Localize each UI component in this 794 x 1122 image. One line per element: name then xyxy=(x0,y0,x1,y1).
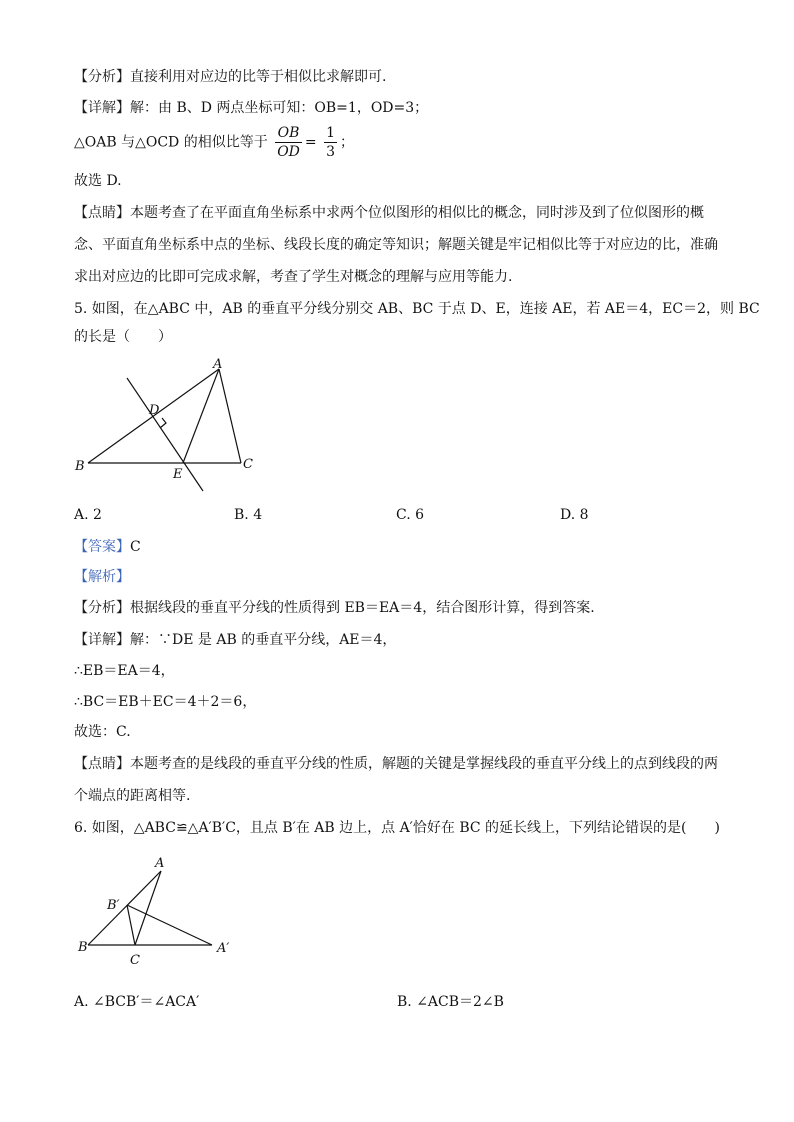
q4-answer: 故选 D. xyxy=(74,173,122,189)
analysis-tag: 【分析】 xyxy=(74,69,130,85)
label-c: C xyxy=(130,953,140,968)
fraction-denominator: OD xyxy=(277,144,300,160)
label-d: D xyxy=(149,403,160,418)
q5-detail-1 xyxy=(74,630,396,650)
q5-detail-2: ∴EB＝EA＝4， xyxy=(74,663,175,679)
detail-tag: 【详解】 xyxy=(74,100,130,116)
label-a-prime: A′ xyxy=(217,941,230,956)
q4-comment-2: 念、平面直角坐标系中点的坐标、线段长度的确定等知识；解题关键是牢记相似比等于对应边的比，准确 xyxy=(74,237,718,253)
detail-text: 解：由 B、D 两点坐标可知：OB=1，OD=3； xyxy=(130,100,429,116)
label-b: B xyxy=(75,459,85,474)
option-b: B. 4 xyxy=(234,507,263,523)
answer-value: C xyxy=(130,539,141,555)
comment-text: 本题考查了在平面直角坐标系中求两个位似图形的相似比的概念，同时涉及到了位似图形的概 xyxy=(130,205,704,221)
label-b-prime: B′ xyxy=(107,898,120,913)
q6-stem: 6. 如图，△ABC≌△A′B′C，且点 B′在 AB 边上，点 A′恰好在 BC 的延长线上，下列结论错误的是( ) xyxy=(74,820,720,836)
q5-analysis xyxy=(74,598,595,618)
equals-sign: = xyxy=(304,134,317,151)
q5-comment-1 xyxy=(74,754,718,774)
label-c: C xyxy=(243,457,253,472)
q5-answer xyxy=(74,537,141,557)
q4-comment-3: 求出对应边的比即可完成求解，考查了学生对概念的理解与应用等能力. xyxy=(74,269,513,285)
label-e: E xyxy=(173,467,183,482)
option-c: C. 6 xyxy=(396,507,425,523)
answer-tag: 【答案】 xyxy=(74,539,130,555)
analysis-tag: 【分析】 xyxy=(74,600,130,616)
option-b: B. ∠ACB＝2∠B xyxy=(397,994,504,1010)
semicolon: ； xyxy=(340,134,354,151)
q5-stem-1: 5. 如图，在△ABC 中，AB 的垂直平分线分别交 AB、BC 于点 D、E，连接 AE，若 AE＝4，EC＝2，则 BC xyxy=(74,301,760,317)
q5-comment-2: 个端点的距离相等. xyxy=(74,788,191,804)
comment-tag: 【点睛】 xyxy=(74,205,130,221)
option-a: A. 2 xyxy=(74,507,102,523)
analysis-text: 根据线段的垂直平分线的性质得到 EB＝EA＝4，结合图形计算，得到答案. xyxy=(130,600,595,616)
comment-tag: 【点睛】 xyxy=(74,756,130,772)
q5-detail-4: 故选：C. xyxy=(74,724,131,740)
comment-text: 本题考查的是线段的垂直平分线的性质，解题的关键是掌握线段的垂直平分线上的点到线段的两 xyxy=(130,756,718,772)
fraction-numerator: OB xyxy=(275,124,302,143)
detail-text: 解：∵DE 是 AB 的垂直平分线，AE＝4， xyxy=(130,632,397,648)
label-a: A xyxy=(213,357,223,372)
detail-tag: 【详解】 xyxy=(74,632,130,648)
option-a: A. ∠BCB′＝∠ACA′ xyxy=(74,994,200,1010)
fraction-numerator: 1 xyxy=(326,125,335,141)
option-d: D. 8 xyxy=(560,507,589,523)
label-b: B xyxy=(78,940,88,955)
label-a: A xyxy=(155,856,165,871)
q5-stem-2: 的长是（ ） xyxy=(74,329,172,345)
q5-detail-3: ∴BC＝EB＋EC＝4＋2＝6， xyxy=(74,694,257,710)
q5-solution-tag: 【解析】 xyxy=(74,569,130,585)
ratio-statement: △OAB 与△OCD 的相似比等于 xyxy=(74,134,268,151)
analysis-text: 直接利用对应边的比等于相似比求解即可. xyxy=(130,69,387,85)
fraction-denominator: 3 xyxy=(326,144,335,160)
